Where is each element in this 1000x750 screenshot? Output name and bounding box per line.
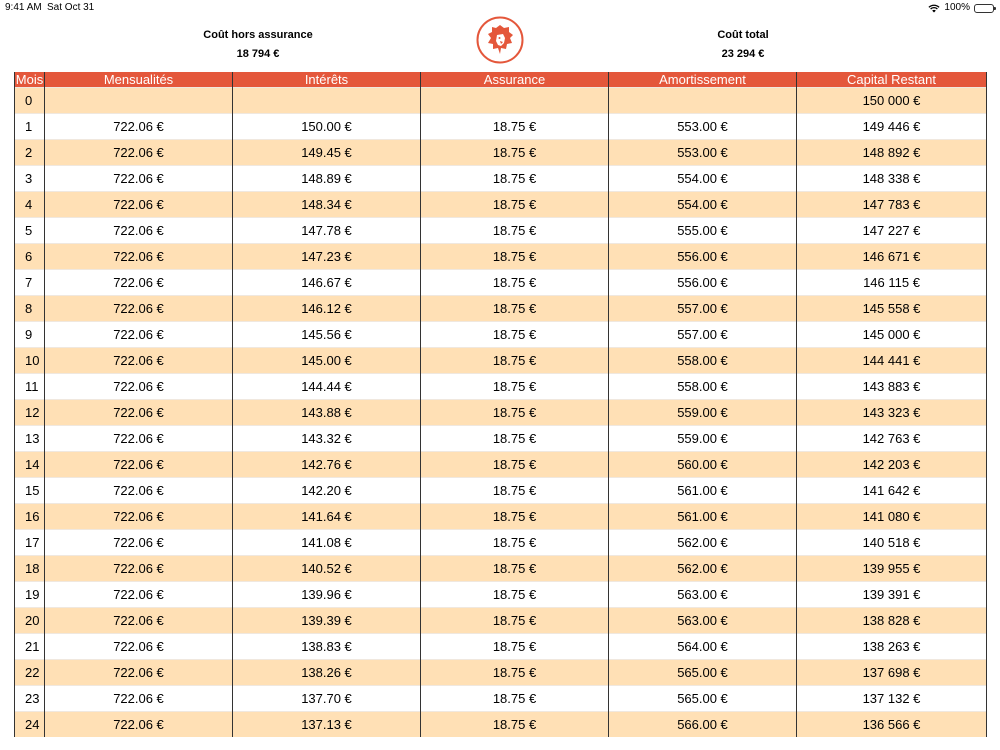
- header-mensualites: Mensualités: [45, 72, 233, 88]
- cell-capital-restant: 140 518 €: [797, 530, 987, 556]
- cell-interets: 146.12 €: [233, 296, 421, 322]
- cell-capital-restant: 139 391 €: [797, 582, 987, 608]
- cell-interets: [233, 88, 421, 114]
- cell-mois: 12: [15, 400, 45, 426]
- cell-mois: 4: [15, 192, 45, 218]
- cell-mois: 1: [15, 114, 45, 140]
- cell-mois: 5: [15, 218, 45, 244]
- table-row[interactable]: [15, 192, 987, 218]
- cell-mensualite: 722.06 €: [45, 192, 233, 218]
- cell-mois: 8: [15, 296, 45, 322]
- cell-assurance: 18.75 €: [421, 114, 609, 140]
- cost-without-insurance-value: 18 794 €: [236, 48, 280, 60]
- table-row[interactable]: [15, 530, 987, 556]
- cell-amortissement: 554.00 €: [609, 192, 797, 218]
- cell-capital-restant: 137 698 €: [797, 660, 987, 686]
- cell-amortissement: 558.00 €: [609, 374, 797, 400]
- table-row[interactable]: [15, 478, 987, 504]
- cell-capital-restant: 139 955 €: [797, 556, 987, 582]
- cell-amortissement: 556.00 €: [609, 270, 797, 296]
- cell-mois: 11: [15, 374, 45, 400]
- cell-amortissement: 557.00 €: [609, 296, 797, 322]
- table-row[interactable]: [15, 114, 987, 140]
- table-row[interactable]: [15, 582, 987, 608]
- cell-amortissement: 562.00 €: [609, 530, 797, 556]
- table-row[interactable]: [15, 686, 987, 712]
- cell-mois: 22: [15, 660, 45, 686]
- cell-mois: 7: [15, 270, 45, 296]
- cell-amortissement: 555.00 €: [609, 218, 797, 244]
- cell-mois: 19: [15, 582, 45, 608]
- cell-mensualite: 722.06 €: [45, 140, 233, 166]
- cell-amortissement: 554.00 €: [609, 166, 797, 192]
- cell-assurance: 18.75 €: [421, 270, 609, 296]
- cell-assurance: 18.75 €: [421, 400, 609, 426]
- cell-interets: 140.52 €: [233, 556, 421, 582]
- status-time: 9:41 AM: [5, 2, 42, 13]
- table-row[interactable]: [15, 400, 987, 426]
- cell-mensualite: 722.06 €: [45, 348, 233, 374]
- cell-mensualite: 722.06 €: [45, 452, 233, 478]
- table-row[interactable]: [15, 660, 987, 686]
- table-row[interactable]: [15, 140, 987, 166]
- battery-percent: 100%: [944, 2, 970, 13]
- cell-amortissement: 557.00 €: [609, 322, 797, 348]
- header-assurance: Assurance: [421, 72, 609, 88]
- cell-mois: 2: [15, 140, 45, 166]
- cell-interets: 141.64 €: [233, 504, 421, 530]
- cell-mensualite: 722.06 €: [45, 660, 233, 686]
- cell-mensualite: 722.06 €: [45, 218, 233, 244]
- cell-capital-restant: 146 671 €: [797, 244, 987, 270]
- cell-capital-restant: 141 642 €: [797, 478, 987, 504]
- cell-mensualite: 722.06 €: [45, 296, 233, 322]
- cell-mensualite: 722.06 €: [45, 400, 233, 426]
- cell-mensualite: 722.06 €: [45, 582, 233, 608]
- cell-assurance: 18.75 €: [421, 166, 609, 192]
- cell-interets: 147.23 €: [233, 244, 421, 270]
- table-row[interactable]: [15, 348, 987, 374]
- cell-interets: 139.96 €: [233, 582, 421, 608]
- cell-mois: 6: [15, 244, 45, 270]
- cell-mois: 17: [15, 530, 45, 556]
- cell-mois: 10: [15, 348, 45, 374]
- cell-mois: 18: [15, 556, 45, 582]
- table-row[interactable]: [15, 504, 987, 530]
- cell-interets: 145.56 €: [233, 322, 421, 348]
- table-row[interactable]: [15, 452, 987, 478]
- header-capital-restant: Capital Restant: [797, 72, 987, 88]
- cell-capital-restant: 145 000 €: [797, 322, 987, 348]
- cell-capital-restant: 147 227 €: [797, 218, 987, 244]
- cell-interets: 143.88 €: [233, 400, 421, 426]
- cell-mensualite: 722.06 €: [45, 504, 233, 530]
- cell-interets: 137.70 €: [233, 686, 421, 712]
- status-bar: [0, 0, 1000, 16]
- cell-capital-restant: 147 783 €: [797, 192, 987, 218]
- cell-amortissement: 566.00 €: [609, 712, 797, 738]
- cell-mois: 16: [15, 504, 45, 530]
- cell-assurance: 18.75 €: [421, 712, 609, 738]
- cell-mensualite: 722.06 €: [45, 712, 233, 738]
- total-cost-value: 23 294 €: [721, 48, 765, 60]
- cell-mois: 23: [15, 686, 45, 712]
- cell-mois: 20: [15, 608, 45, 634]
- cell-interets: 150.00 €: [233, 114, 421, 140]
- cell-amortissement: 560.00 €: [609, 452, 797, 478]
- cell-capital-restant: 142 203 €: [797, 452, 987, 478]
- cell-assurance: 18.75 €: [421, 192, 609, 218]
- table-row[interactable]: [15, 218, 987, 244]
- cell-assurance: 18.75 €: [421, 426, 609, 452]
- cell-assurance: 18.75 €: [421, 322, 609, 348]
- cell-capital-restant: 144 441 €: [797, 348, 987, 374]
- cell-capital-restant: 138 828 €: [797, 608, 987, 634]
- amortization-table: [14, 72, 987, 737]
- cell-assurance: [421, 88, 609, 114]
- cell-amortissement: 564.00 €: [609, 634, 797, 660]
- cell-amortissement: 562.00 €: [609, 556, 797, 582]
- cell-assurance: 18.75 €: [421, 530, 609, 556]
- cell-mensualite: 722.06 €: [45, 478, 233, 504]
- cell-mois: 14: [15, 452, 45, 478]
- cell-assurance: 18.75 €: [421, 296, 609, 322]
- table-row[interactable]: [15, 426, 987, 452]
- cell-amortissement: 561.00 €: [609, 478, 797, 504]
- cell-mensualite: 722.06 €: [45, 634, 233, 660]
- cell-mois: 3: [15, 166, 45, 192]
- cell-capital-restant: 148 892 €: [797, 140, 987, 166]
- cell-amortissement: 553.00 €: [609, 114, 797, 140]
- cell-mensualite: 722.06 €: [45, 166, 233, 192]
- battery-icon: [974, 4, 994, 13]
- cell-interets: 144.44 €: [233, 374, 421, 400]
- status-right: [928, 0, 994, 16]
- cell-assurance: 18.75 €: [421, 608, 609, 634]
- cell-capital-restant: 150 000 €: [797, 88, 987, 114]
- total-cost: [643, 27, 843, 62]
- cell-capital-restant: 148 338 €: [797, 166, 987, 192]
- header-amortissement: Amortissement: [609, 72, 797, 88]
- wifi-icon: [928, 4, 940, 13]
- cell-interets: 142.76 €: [233, 452, 421, 478]
- cell-assurance: 18.75 €: [421, 452, 609, 478]
- cell-amortissement: 563.00 €: [609, 582, 797, 608]
- cell-interets: 141.08 €: [233, 530, 421, 556]
- cell-interets: 147.78 €: [233, 218, 421, 244]
- cell-assurance: 18.75 €: [421, 348, 609, 374]
- cell-interets: 148.34 €: [233, 192, 421, 218]
- cell-interets: 138.26 €: [233, 660, 421, 686]
- cell-amortissement: 556.00 €: [609, 244, 797, 270]
- header-interets: Intérêts: [233, 72, 421, 88]
- cell-capital-restant: 141 080 €: [797, 504, 987, 530]
- header-mois: Mois: [15, 72, 44, 87]
- cell-mensualite: 722.06 €: [45, 322, 233, 348]
- cell-assurance: 18.75 €: [421, 478, 609, 504]
- table-header-row: [15, 72, 987, 88]
- table-row[interactable]: [15, 608, 987, 634]
- cell-mensualite: [45, 88, 233, 114]
- cost-without-insurance: [158, 27, 358, 62]
- cell-assurance: 18.75 €: [421, 556, 609, 582]
- cell-mensualite: 722.06 €: [45, 530, 233, 556]
- cell-mois: 21: [15, 634, 45, 660]
- table-row[interactable]: [15, 634, 987, 660]
- cell-interets: 142.20 €: [233, 478, 421, 504]
- lion-head-icon: [476, 16, 524, 64]
- cell-mois: 9: [15, 322, 45, 348]
- cell-capital-restant: 145 558 €: [797, 296, 987, 322]
- cell-interets: 138.83 €: [233, 634, 421, 660]
- cell-capital-restant: 143 323 €: [797, 400, 987, 426]
- cell-assurance: 18.75 €: [421, 582, 609, 608]
- cell-amortissement: 559.00 €: [609, 426, 797, 452]
- cell-capital-restant: 146 115 €: [797, 270, 987, 296]
- table-body[interactable]: [15, 88, 987, 738]
- cell-assurance: 18.75 €: [421, 374, 609, 400]
- cell-amortissement: 553.00 €: [609, 140, 797, 166]
- cell-amortissement: 565.00 €: [609, 660, 797, 686]
- cell-assurance: 18.75 €: [421, 218, 609, 244]
- cell-amortissement: 561.00 €: [609, 504, 797, 530]
- cell-mensualite: 722.06 €: [45, 608, 233, 634]
- cell-mois: 13: [15, 426, 45, 452]
- cell-assurance: 18.75 €: [421, 504, 609, 530]
- cell-mensualite: 722.06 €: [45, 270, 233, 296]
- cell-amortissement: 559.00 €: [609, 400, 797, 426]
- cell-amortissement: 558.00 €: [609, 348, 797, 374]
- cell-mensualite: 722.06 €: [45, 426, 233, 452]
- cell-interets: 149.45 €: [233, 140, 421, 166]
- cell-mensualite: 722.06 €: [45, 244, 233, 270]
- cell-amortissement: 565.00 €: [609, 686, 797, 712]
- cell-capital-restant: 149 446 €: [797, 114, 987, 140]
- table-row[interactable]: [15, 296, 987, 322]
- cell-mensualite: 722.06 €: [45, 556, 233, 582]
- cell-mensualite: 722.06 €: [45, 686, 233, 712]
- cell-capital-restant: 142 763 €: [797, 426, 987, 452]
- cell-interets: 146.67 €: [233, 270, 421, 296]
- cell-assurance: 18.75 €: [421, 244, 609, 270]
- table-row[interactable]: [15, 374, 987, 400]
- table-row[interactable]: [15, 88, 987, 114]
- status-date: Sat Oct 31: [47, 2, 95, 13]
- table-row[interactable]: [15, 166, 987, 192]
- cell-assurance: 18.75 €: [421, 686, 609, 712]
- cell-mois: 24: [15, 712, 45, 738]
- cell-assurance: 18.75 €: [421, 634, 609, 660]
- total-cost-label: Coût total: [717, 29, 769, 41]
- cell-amortissement: 563.00 €: [609, 608, 797, 634]
- cell-interets: 145.00 €: [233, 348, 421, 374]
- cell-interets: 143.32 €: [233, 426, 421, 452]
- cell-capital-restant: 138 263 €: [797, 634, 987, 660]
- cost-without-insurance-label: Coût hors assurance: [203, 29, 313, 41]
- cell-capital-restant: 137 132 €: [797, 686, 987, 712]
- cell-capital-restant: 136 566 €: [797, 712, 987, 738]
- cell-interets: 139.39 €: [233, 608, 421, 634]
- table-row[interactable]: [15, 244, 987, 270]
- cell-mensualite: 722.06 €: [45, 374, 233, 400]
- cell-capital-restant: 143 883 €: [797, 374, 987, 400]
- table-row[interactable]: [15, 322, 987, 348]
- cell-mois: 0: [15, 88, 45, 114]
- table-row[interactable]: [15, 556, 987, 582]
- cell-assurance: 18.75 €: [421, 660, 609, 686]
- cell-interets: 137.13 €: [233, 712, 421, 738]
- table-row[interactable]: [15, 712, 987, 738]
- cell-mensualite: 722.06 €: [45, 114, 233, 140]
- cell-amortissement: [609, 88, 797, 114]
- table-row[interactable]: [15, 270, 987, 296]
- cell-interets: 148.89 €: [233, 166, 421, 192]
- cell-mois: 15: [15, 478, 45, 504]
- cell-assurance: 18.75 €: [421, 140, 609, 166]
